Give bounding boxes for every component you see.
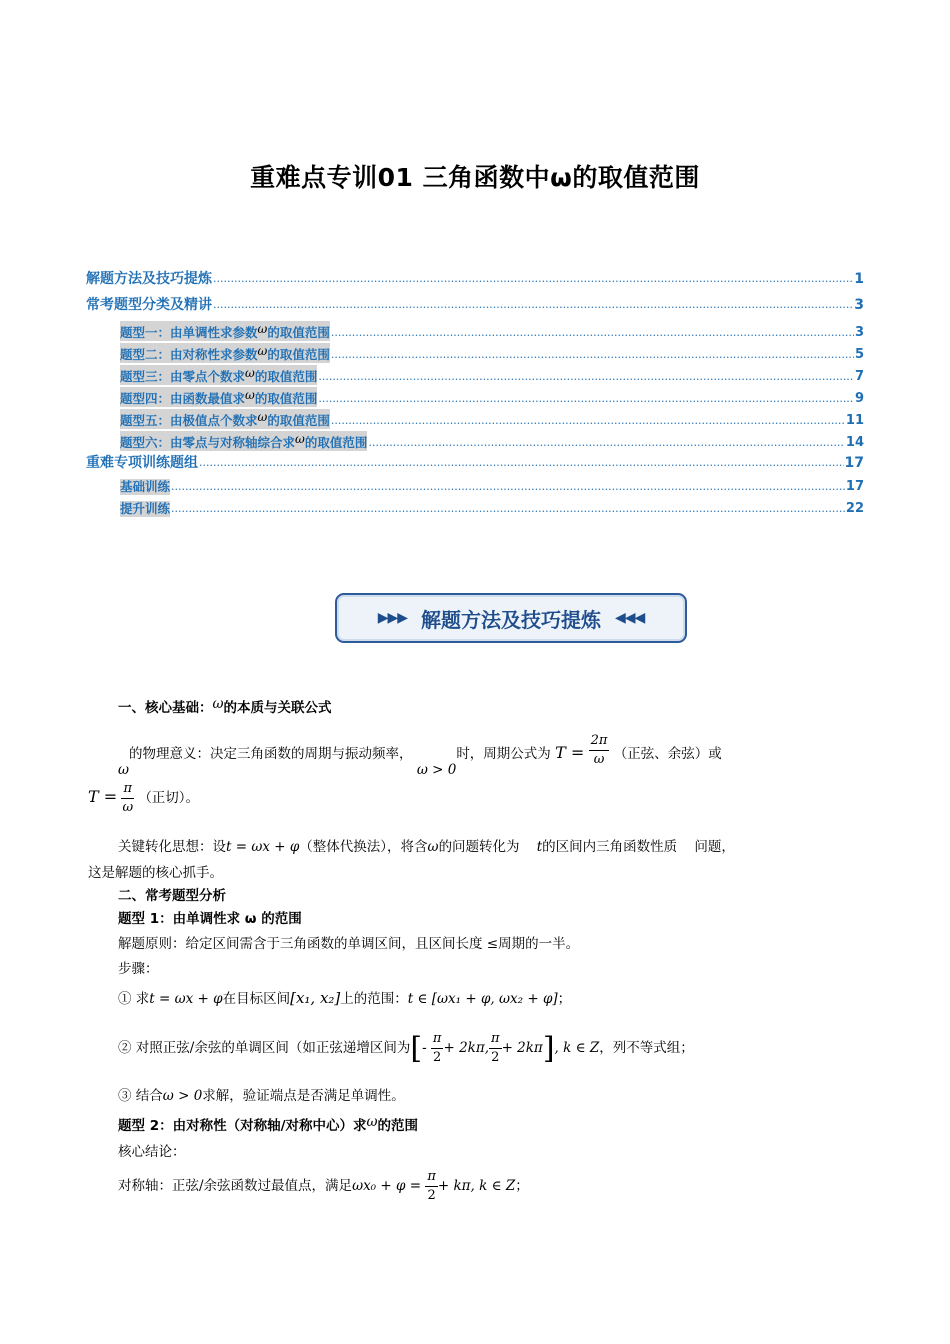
right-arrows-icon: ▶▶▶ bbox=[377, 610, 407, 626]
left-arrows-icon: ◀◀◀ bbox=[615, 610, 645, 626]
step-1: ① 求t = ωx + φ在目标区间[x₁, x₂]上的范围：t ∈ [ωx₁ + φ, ωx₂ + φ]； bbox=[118, 989, 572, 1007]
step-3: ③ 结合ω > 0求解，验证端点是否满足单调性。 bbox=[118, 1088, 405, 1104]
banner-title: 解题方法及技巧提炼 bbox=[421, 607, 601, 632]
toc-entry[interactable] bbox=[120, 321, 864, 341]
toc-page: 3 bbox=[854, 297, 864, 313]
toc-entry[interactable] bbox=[120, 501, 864, 517]
toc-label: 基础训练 bbox=[120, 479, 171, 494]
paragraph-symmetry-axis: 对称轴：正弦/余弦函数过最值点，满足ωx₀ + φ = $\frac{\pi}{2}$ + kπ, k ∈ Z； bbox=[118, 1169, 529, 1203]
toc-page: 9 bbox=[854, 391, 864, 406]
paragraph-core-conclusion: 核心结论： bbox=[118, 1144, 186, 1160]
toc-label: 常考题型分类及精讲 bbox=[86, 297, 212, 313]
toc-page: 5 bbox=[854, 347, 864, 362]
toc-entry[interactable] bbox=[120, 409, 864, 429]
toc-entry[interactable] bbox=[120, 387, 864, 407]
toc-label: 重难专项训练题组 bbox=[86, 455, 198, 471]
toc-entry[interactable] bbox=[120, 431, 864, 451]
toc-entry[interactable] bbox=[120, 343, 864, 363]
heading-type-1: 题型 1：由单调性求 ω 的范围 bbox=[118, 911, 302, 927]
toc-entry[interactable] bbox=[120, 365, 864, 385]
toc-entry[interactable] bbox=[86, 455, 864, 471]
paragraph-principle: 解题原则：给定区间需含于三角函数的单调区间，且区间长度 ≤周期的一半。 bbox=[118, 936, 580, 952]
paragraph-tangent-period: T = $\frac{\pi}{\omega}$ （正切）。 bbox=[88, 781, 200, 815]
toc-label: 题型一：由单调性求参数ω的取值范围 bbox=[120, 322, 330, 340]
page-title: 重难点专训01 三角函数中ω的取值范围 bbox=[250, 163, 700, 192]
toc-label: 题型五：由极值点个数求ω的取值范围 bbox=[120, 410, 330, 428]
toc-label: 题型六：由零点与对称轴综合求ω的取值范围 bbox=[120, 432, 368, 450]
toc-page: 11 bbox=[845, 413, 864, 428]
paragraph-steps: 步骤： bbox=[118, 961, 159, 977]
heading-type-2: 题型 2：由对称性（对称轴/对称中心）求ω的范围 bbox=[118, 1114, 419, 1134]
paragraph-key-idea-cont: 这是解题的核心抓手。 bbox=[88, 865, 223, 881]
section-banner bbox=[335, 593, 687, 643]
toc-entry[interactable] bbox=[86, 297, 864, 313]
toc-label: 题型二：由对称性求参数ω的取值范围 bbox=[120, 344, 330, 362]
toc-label: 解题方法及技巧提炼 bbox=[86, 271, 212, 287]
table-of-contents bbox=[86, 271, 864, 521]
paragraph-key-idea: 关键转化思想：设t = ωx + φ（整体代换法），将含ω的问题转化为 t的区间内三角函数性质 问题， bbox=[118, 839, 735, 855]
toc-page: 17 bbox=[844, 455, 864, 471]
toc-label: 题型四：由函数最值求ω的取值范围 bbox=[120, 388, 318, 406]
toc-entry[interactable] bbox=[120, 479, 864, 495]
toc-page: 1 bbox=[854, 271, 864, 287]
toc-page: 22 bbox=[845, 501, 864, 516]
step-2: ② 对照正弦/余弦的单调区间（如正弦递增区间为[- $\frac{\pi}{2}$ + 2kπ, $\frac{\pi}{2}$ + 2kπ], k ∈ Z，列不等式组； bbox=[118, 1031, 694, 1066]
toc-label: 题型三：由零点个数求ω的取值范围 bbox=[120, 366, 318, 384]
toc-page: 3 bbox=[854, 325, 864, 340]
toc-page: 14 bbox=[845, 435, 864, 450]
paragraph-omega-meaning: ω的物理意义：决定三角函数的周期与振动频率， ω > 0时，周期公式为 T = $\frac{2\pi}{\omega}$ （正弦、余弦）或 bbox=[118, 733, 722, 778]
toc-label: 提升训练 bbox=[120, 501, 171, 516]
toc-page: 17 bbox=[845, 479, 864, 494]
toc-entry[interactable] bbox=[86, 271, 864, 287]
heading-core-basics: 一、核心基础：ω的本质与关联公式 bbox=[118, 696, 332, 716]
heading-common-types: 二、常考题型分析 bbox=[118, 888, 226, 904]
toc-page: 7 bbox=[854, 369, 864, 384]
